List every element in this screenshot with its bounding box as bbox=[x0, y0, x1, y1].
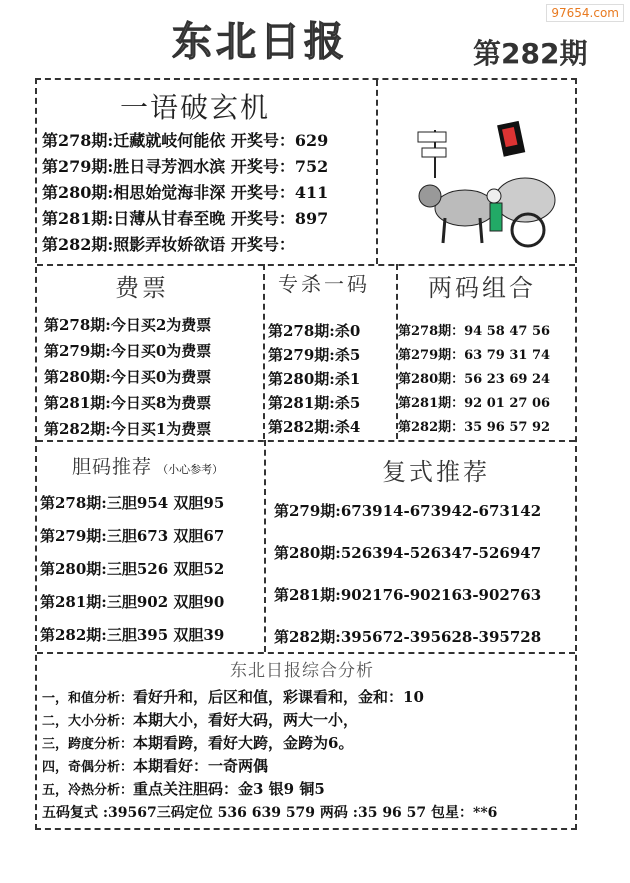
analysis-label: 二，大小分析： bbox=[42, 714, 134, 729]
idiom-row: 第279期:胜日寻芳泗水滨 开奖号：752 bbox=[42, 157, 329, 176]
masthead-title: 东北日报 bbox=[172, 19, 348, 65]
compound-row: 第280期:526394-526347-526947 bbox=[274, 544, 542, 562]
analysis-row bbox=[42, 755, 268, 776]
gall-heading bbox=[72, 452, 223, 479]
kill-row: 第278期:杀0 bbox=[268, 322, 361, 340]
compound-title: 复式推荐 bbox=[382, 458, 490, 486]
idiom-row: 第280期:相思始觉海非深 开奖号：411 bbox=[42, 183, 329, 202]
gall-row: 第281期:三胆902 双胆90 bbox=[40, 593, 225, 611]
waste-row: 第278期:今日买2为费票 bbox=[44, 316, 212, 334]
waste-row: 第281期:今日买8为费票 bbox=[44, 394, 212, 412]
idiom-row: 第282期:照影弄妆娇欲语 开奖号： bbox=[42, 235, 295, 254]
analysis-row bbox=[42, 778, 325, 799]
waste-row: 第279期:今日买0为费票 bbox=[44, 342, 212, 360]
analysis-row bbox=[42, 709, 358, 730]
pair-title: 两码组合 bbox=[428, 274, 536, 302]
analysis-text: 本期看跨，看好大跨，金跨为6。 bbox=[133, 734, 354, 752]
analysis-title: 东北日报综合分析 bbox=[230, 661, 374, 681]
gall-row: 第282期:三胆395 双胆39 bbox=[40, 626, 225, 644]
analysis-label: 五，冷热分析： bbox=[42, 783, 134, 798]
waste-row: 第280期:今日买0为费票 bbox=[44, 368, 212, 386]
analysis-label: 一，和值分析： bbox=[42, 691, 134, 706]
idiom-row: 第281期:日薄从甘春至晚 开奖号：897 bbox=[42, 209, 329, 228]
idiom-row: 第278期:迁藏就岐何能依 开奖号：629 bbox=[42, 131, 329, 150]
pair-row: 第280期：56 23 69 24 bbox=[398, 372, 551, 387]
kill-row: 第281期:杀5 bbox=[268, 394, 361, 412]
analysis-label: 四，奇偶分析： bbox=[42, 760, 134, 775]
analysis-text: 看好升和，后区和值，彩课看和，金和：10 bbox=[133, 688, 424, 706]
divider-row1 bbox=[37, 264, 575, 266]
analysis-label: 三，跨度分析： bbox=[42, 737, 134, 752]
analysis-row bbox=[42, 732, 353, 753]
pair-row: 第282期：35 96 57 92 bbox=[398, 420, 551, 435]
gall-title: 胆码推荐 bbox=[72, 456, 153, 478]
waste-title: 费票 bbox=[115, 274, 169, 302]
gall-row: 第279期:三胆673 双胆67 bbox=[40, 527, 225, 545]
divider-row3-bottom bbox=[37, 652, 575, 654]
divider-mid-a bbox=[263, 264, 265, 439]
gall-note: （小心参考） bbox=[157, 463, 224, 476]
site-watermark: 97654.com bbox=[546, 4, 624, 22]
analysis-text: 重点关注胆码：金3 银9 铜5 bbox=[133, 780, 325, 798]
compound-row: 第281期:902176-902163-902763 bbox=[274, 586, 542, 604]
analysis-row bbox=[42, 686, 424, 707]
kill-title: 专杀一码 bbox=[278, 272, 370, 296]
gall-row: 第280期:三胆526 双胆52 bbox=[40, 560, 225, 578]
analysis-text: 本期大小，看好大码，两大一小， bbox=[133, 711, 359, 729]
divider-top bbox=[376, 80, 378, 264]
compound-row: 第282期:395672-395628-395728 bbox=[274, 628, 542, 646]
issue-number: 第282期 bbox=[473, 37, 588, 70]
kill-row: 第280期:杀1 bbox=[268, 370, 361, 388]
ox-cart-illustration bbox=[410, 118, 560, 253]
kill-row: 第279期:杀5 bbox=[268, 346, 361, 364]
analysis-footer: 五码复式 :39567三码定位 536 639 579 两码 :35 96 57 包星：**6 bbox=[42, 805, 498, 821]
compound-row: 第279期:673914-673942-673142 bbox=[274, 502, 542, 520]
pair-row: 第278期：94 58 47 56 bbox=[398, 324, 551, 339]
gall-row: 第278期:三胆954 双胆95 bbox=[40, 494, 225, 512]
pair-row: 第281期：92 01 27 06 bbox=[398, 396, 551, 411]
divider-row2 bbox=[37, 440, 575, 442]
pair-row: 第279期：63 79 31 74 bbox=[398, 348, 551, 363]
divider-row3 bbox=[264, 440, 266, 652]
analysis-text: 本期看好：一奇两偶 bbox=[133, 757, 269, 775]
waste-row: 第282期:今日买1为费票 bbox=[44, 420, 212, 438]
kill-row: 第282期:杀4 bbox=[268, 418, 361, 436]
idiom-title: 一语破玄机 bbox=[120, 91, 271, 124]
